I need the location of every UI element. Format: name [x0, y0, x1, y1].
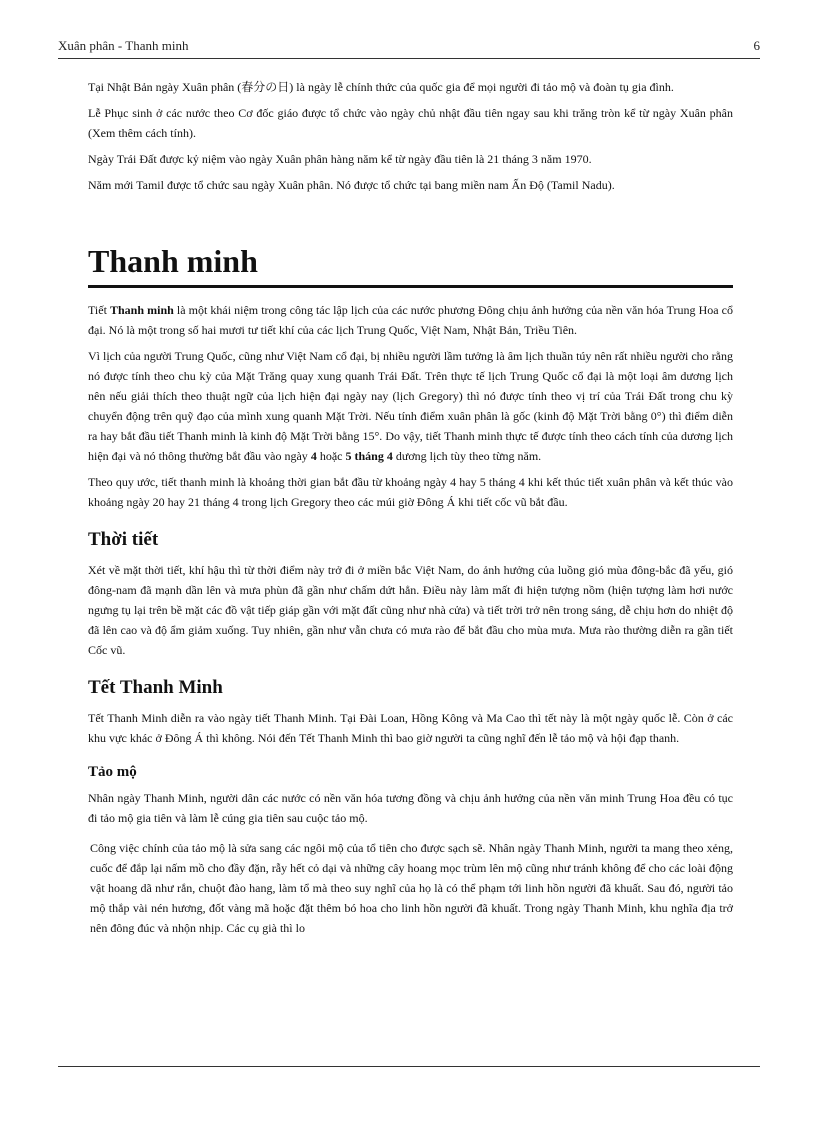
subsection-heading-thoi-tiet: Thời tiết: [88, 529, 159, 550]
thanh-minh-paragraph: Theo quy ước, tiết thanh minh là khoảng thời gian bắt đầu từ khoảng ngày 4 hay 5 tháng 4 khi kết thúc tiết xuân phân và kết thúc vào khoảng ngày 20 hay 21 tháng 4 trong lịch Gregory theo các múi giờ Đông Á khi tiết cốc vũ bắt đầu.: [88, 475, 733, 509]
intro-paragraph: Tại Nhật Bản ngày Xuân phân (春分の日) là ngày lễ chính thức của quốc gia để mọi người đi tảo mộ và đoàn tụ gia đình.: [88, 80, 674, 94]
thoi-tiet-paragraph: Xét về mặt thời tiết, khí hậu thì từ thời điểm này trở đi ở miền bắc Việt Nam, do ảnh hưởng của luồng gió mùa đông-bắc đã yếu, gió đông-nam đã mạnh dần lên và mưa phùn đã gần như chấm dứt hẳn. Điều này làm mất đi hiện tượng nồm (hiện tượng làm hơi nước ngưng tụ lại trên bề mặt các đồ vật tiếp giáp gần với mặt đất cũng như nhà cửa) và tiết trời trở nên trong sáng, dễ chịu hơn do nhiệt độ đã lên cao và độ ẩm giảm xuống. Tuy nhiên, gần như vẫn chưa có mưa rào để bắt đầu cho mùa mưa. Mưa rào thường diễn ra gần tiết Cốc vũ.: [88, 563, 733, 657]
header-title: Xuân phân - Thanh minh: [58, 38, 189, 53]
intro-paragraph: Lễ Phục sinh ở các nước theo Cơ đốc giáo được tổ chức vào ngày chủ nhật đầu tiên ngay sau khi trăng tròn kể từ ngày Xuân phân (Xem thêm cách tính).: [88, 106, 733, 140]
section-heading-thanh-minh: Thanh minh: [88, 243, 733, 288]
bold-term: Thanh minh: [110, 303, 174, 317]
tao-mo-paragraph: Nhân ngày Thanh Minh, người dân các nước có nền văn hóa tương đồng và chịu ảnh hưởng của nền văn minh Trung Hoa đều có tục đi tảo mộ gia tiên và làm lễ cúng gia tiên sau cuộc tảo mộ.: [88, 791, 733, 825]
thanh-minh-paragraph: Tiết Thanh minh là một khái niệm trong công tác lập lịch của các nước phương Đông chịu ảnh hưởng của nền văn hóa Trung Hoa cổ đại. Nó là một trong số hai mươi tư tiết khí của các lịch Trung Quốc, Việt Nam, Nhật Bản, Triều Tiên.: [88, 303, 734, 337]
bold-term: 4: [310, 449, 317, 463]
tao-mo-paragraph: Công việc chính của tảo mộ là sửa sang các ngôi mộ của tổ tiên cho được sạch sẽ. Nhân ngày Thanh Minh, người ta mang theo xẻng, cuốc để đắp lại nấm mồ cho đầy đặn, rẫy hết cỏ dại và những cây hoang mọc trùm lên mộ cũng như tránh không để cho các loài động vật hoang dã như rắn, chuột đào hang, làm tổ mà theo suy nghĩ của họ là có thể phạm tới linh hồn người đã khuất. Sau đó, người tảo mộ thắp vài nén hương, đốt vàng mã hoặc đặt thêm bó hoa cho linh hồn người đã khuất. Trong ngày Thanh Minh, khu nghĩa địa trở nên đông đúc và nhộn nhịp. Các cụ già thì lo: [90, 841, 733, 935]
footer-rule: [58, 1066, 760, 1067]
intro-paragraph: Ngày Trái Đất được kỷ niệm vào ngày Xuân phân hàng năm kể từ ngày đầu tiên là 21 tháng 3 năm 1970.: [88, 152, 592, 166]
page-number: 6: [753, 38, 760, 53]
subsection-heading-tet-thanh-minh: Tết Thanh Minh: [88, 677, 223, 698]
thanh-minh-paragraph: Vì lịch của người Trung Quốc, cũng như Việt Nam cổ đại, bị nhiều người lầm tưởng là âm lịch thuần túy nên rất nhiều người cho rằng nó được tính theo chu kỳ của Mặt Trăng quay xung quanh Trái Đất. Trên thực tế lịch Trung Quốc cổ đại là một loại âm dương lịch nên nếu giải thích theo thuật ngữ của lịch hiện đại ngày nay (lịch Gregory) thì nó được tính theo vị trí của Trái Đất trong chu kỳ chuyển động trên quỹ đạo của mình xung quanh Mặt Trời. Nếu tính điểm xuân phân là gốc (kinh độ Mặt Trời bằng 0°) thì điểm diễn ra hay bắt đầu tiết Thanh minh là kinh độ Mặt Trời bằng 15°. Do vậy, tiết Thanh minh thực tế được tính theo cách tính của dương lịch hiện đại và nó thông thường bắt đầu vào ngày 4 hoặc 5 tháng 4 dương lịch tùy theo từng năm.: [88, 349, 733, 463]
subsubsection-heading-tao-mo: Tảo mộ: [88, 764, 137, 780]
page-content: [88, 77, 733, 944]
bold-term: 5 tháng 4: [345, 449, 393, 463]
intro-paragraph: Năm mới Tamil được tổ chức sau ngày Xuân phân. Nó được tổ chức tại bang miền nam Ấn Độ (Tamil Nadu).: [88, 178, 615, 192]
running-header: [58, 38, 760, 54]
header-rule: [58, 58, 760, 59]
tet-thanh-minh-paragraph: Tết Thanh Minh diễn ra vào ngày tiết Thanh Minh. Tại Đài Loan, Hồng Kông và Ma Cao thì tết này là một ngày quốc lễ. Còn ở các khu vực khác ở Đông Á thì không. Nói đến Tết Thanh Minh thì bao giờ người ta cũng nghĩ đến lễ tảo mộ và hội đạp thanh.: [88, 711, 733, 745]
